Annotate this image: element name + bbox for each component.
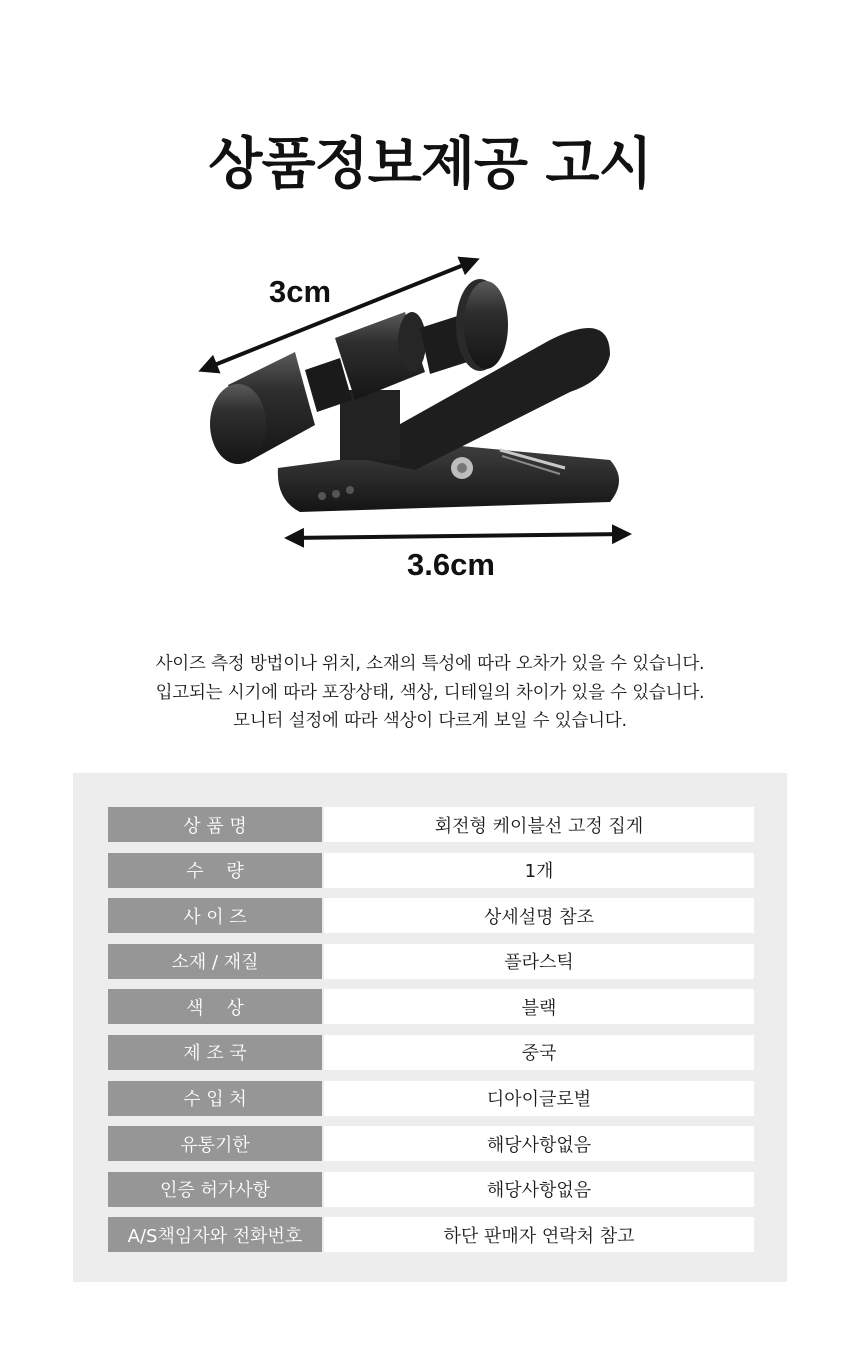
row-label: 수 량 [108, 853, 322, 888]
row-label: 소재 / 재질 [108, 944, 322, 979]
row-label: 색 상 [108, 989, 322, 1024]
notice-line: 입고되는 시기에 따라 포장상태, 색상, 디테일의 차이가 있을 수 있습니다. [155, 682, 705, 703]
table-row [108, 1126, 754, 1161]
product-figure [180, 240, 660, 590]
table-row [108, 1035, 754, 1070]
page-title: 상품정보제공 고시 [208, 131, 652, 197]
width-dimension-label: 3cm [269, 274, 332, 309]
notice-line: 모니터 설정에 따라 색상이 다르게 보일 수 있습니다. [233, 711, 627, 731]
table-row [108, 1081, 754, 1116]
length-dimension-arrow [288, 534, 628, 538]
row-value: 회전형 케이블선 고정 집게 [324, 807, 754, 842]
product-info-panel [73, 773, 787, 1282]
table-row [108, 853, 754, 888]
row-label: 제 조 국 [108, 1035, 322, 1070]
table-row [108, 1172, 754, 1207]
length-dimension-label: 3.6cm [407, 547, 495, 582]
row-value: 중국 [324, 1035, 754, 1070]
row-value: 블랙 [324, 989, 754, 1024]
table-row [108, 1217, 754, 1252]
row-value: 디아이글로벌 [324, 1081, 754, 1116]
product-notice [0, 650, 860, 736]
row-label: 사 이 즈 [108, 898, 322, 933]
row-label: 인증 허가사항 [108, 1172, 322, 1207]
row-value: 플라스틱 [324, 944, 754, 979]
row-value: 1개 [324, 853, 754, 888]
row-value: 해당사항없음 [324, 1126, 754, 1161]
product-info-table [108, 807, 754, 1263]
table-row [108, 898, 754, 933]
cable-clip-illustration [180, 240, 660, 590]
row-label: 상 품 명 [108, 807, 322, 842]
row-value: 하단 판매자 연락처 참고 [324, 1217, 754, 1252]
row-label: 유통기한 [108, 1126, 322, 1161]
row-label: 수 입 처 [108, 1081, 322, 1116]
row-value: 해당사항없음 [324, 1172, 754, 1207]
row-label: A/S책임자와 전화번호 [108, 1217, 322, 1252]
table-row [108, 989, 754, 1024]
table-row [108, 944, 754, 979]
table-row [108, 807, 754, 842]
notice-line: 사이즈 측정 방법이나 위치, 소재의 특성에 따라 오차가 있을 수 있습니다. [155, 654, 705, 674]
row-value: 상세설명 참조 [324, 898, 754, 933]
